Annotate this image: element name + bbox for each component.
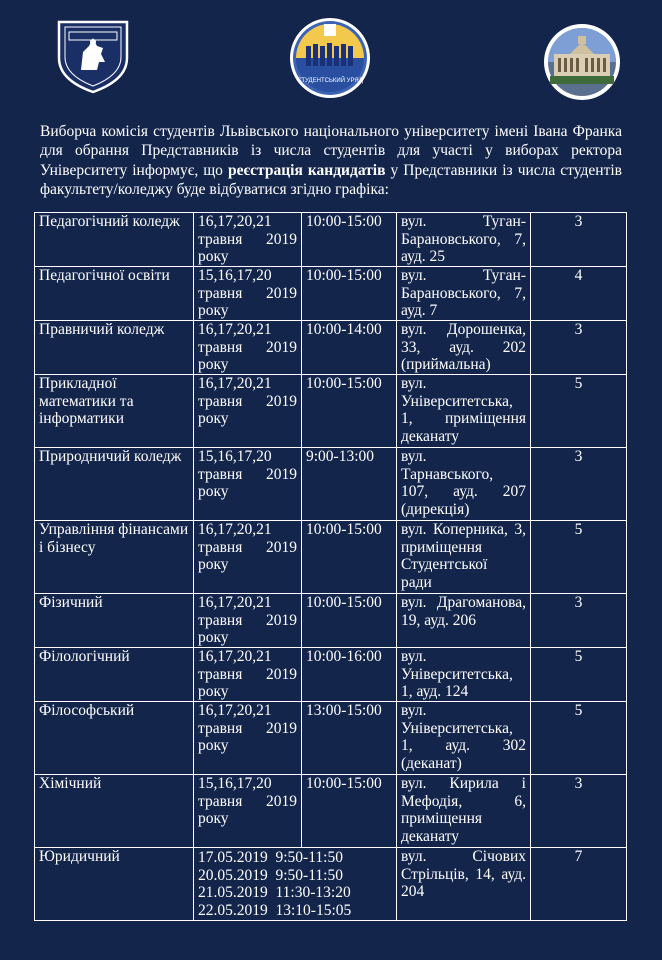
date-line: 16,17,20,21	[198, 321, 272, 338]
address-line: приміщення	[401, 538, 482, 556]
representatives-count-cell: 3	[531, 321, 627, 375]
date-line: травня 2019	[198, 465, 297, 483]
table-row	[35, 448, 627, 521]
date-line: року	[198, 629, 229, 646]
table-row	[35, 775, 627, 848]
address-line: Стрільців, 14, ауд.	[401, 865, 526, 883]
dates-cell	[194, 321, 302, 375]
date-line: року	[198, 683, 229, 700]
table-row	[35, 321, 627, 375]
address-line: ауд. 25	[401, 248, 446, 265]
time-cell: 10:00-15:00	[302, 375, 397, 448]
address-line: вул. Кирила і	[401, 775, 526, 792]
address-line: вул.	[401, 702, 427, 719]
time-cell: 10:00-14:00	[302, 321, 397, 375]
date-line: травня 2019	[198, 719, 297, 737]
address-line: (приймальна)	[401, 356, 491, 373]
address-cell	[397, 321, 531, 375]
faculty-cell: Філологічний	[35, 648, 194, 702]
address-line: (деканат)	[401, 754, 462, 772]
address-line: вул.	[401, 375, 427, 392]
address-line: ради	[401, 573, 432, 591]
address-line: Університетська,	[401, 392, 513, 410]
faculty-cell: Хімічний	[35, 775, 194, 848]
address-cell	[397, 702, 531, 775]
address-line: Університетська,	[401, 665, 513, 683]
date-line: травня 2019	[198, 284, 297, 302]
address-cell	[397, 267, 531, 321]
time-cell: 10:00-15:00	[302, 213, 397, 267]
date-line: травня 2019	[198, 230, 297, 248]
table-row	[35, 213, 627, 267]
date-line: року	[198, 248, 229, 265]
address-line: Мефодія, 6,	[401, 792, 526, 810]
date-line: 16,17,20,21	[198, 213, 272, 230]
table-row	[35, 702, 627, 775]
address-line: 1, приміщення	[401, 410, 526, 427]
time-cell: 10:00-16:00	[302, 648, 397, 702]
logos-header	[0, 14, 662, 104]
dates-cell	[194, 448, 302, 521]
address-line: деканату	[401, 827, 460, 845]
address-line: вул. Драгоманова,	[401, 594, 526, 611]
address-line: 19, ауд. 206	[401, 611, 477, 629]
faculty-cell: Прикладної математики та інформатики	[35, 375, 194, 448]
dates-cell	[194, 375, 302, 448]
university-coat-of-arms-icon	[53, 18, 133, 94]
time-cell: 10:00-15:00	[302, 267, 397, 321]
dates-times-cell	[194, 848, 397, 921]
address-cell	[397, 375, 531, 448]
dates-cell	[194, 594, 302, 648]
date-line: 16,17,20,21	[198, 375, 272, 392]
dates-cell	[194, 648, 302, 702]
date-line: року	[198, 302, 229, 319]
representatives-count-cell: 5	[531, 702, 627, 775]
representatives-count-cell: 3	[531, 775, 627, 848]
representatives-count-cell: 7	[531, 848, 627, 921]
date-time-line: 21.05.2019 11:30-13:20	[198, 884, 351, 901]
representatives-count-cell: 3	[531, 213, 627, 267]
date-line: року	[198, 356, 229, 373]
intro-text-bold: реєстрація кандидатів	[227, 161, 386, 179]
intro-paragraph	[40, 122, 622, 200]
table-row	[35, 375, 627, 448]
address-cell	[397, 213, 531, 267]
schedule-body	[35, 213, 627, 921]
date-line: 16,17,20,21	[198, 702, 272, 719]
address-line: вул. Коперника, 3,	[401, 521, 526, 538]
dates-cell	[194, 213, 302, 267]
address-line: Барановського, 7,	[401, 230, 526, 248]
address-cell	[397, 648, 531, 702]
address-cell	[397, 775, 531, 848]
dates-cell	[194, 521, 302, 594]
date-line: травня 2019	[198, 792, 297, 810]
faculty-cell: Педагогічної освіти	[35, 267, 194, 321]
date-line: травня 2019	[198, 392, 297, 410]
date-line: року	[198, 810, 229, 827]
address-line: Барановського, 7,	[401, 284, 526, 302]
date-time-line: 22.05.2019 13:10-15:05	[198, 901, 352, 919]
address-line: 1, ауд. 124	[401, 683, 469, 700]
intro-text-part2: у Представники із числа студентів факультету/коледжу буде відбуватися згідно графіка:	[40, 161, 622, 198]
student-council-emblem-icon	[288, 16, 372, 100]
table-row	[35, 267, 627, 321]
registration-schedule-table	[34, 212, 627, 921]
address-line: ауд. 7	[401, 302, 438, 319]
date-line: 15,16,17,20	[198, 267, 272, 284]
address-line: 204	[401, 883, 425, 900]
address-line: вул. Туган-	[401, 213, 526, 230]
address-line: вул.	[401, 448, 427, 465]
time-cell: 10:00-15:00	[302, 521, 397, 594]
time-cell: 10:00-15:00	[302, 775, 397, 848]
faculty-cell: Фізичний	[35, 594, 194, 648]
student-council-label: СТУДЕНТСЬКИЙ УРЯД	[297, 78, 363, 84]
table-row	[35, 848, 627, 921]
address-line: вул. Січових	[401, 848, 526, 865]
date-line: 16,17,20,21	[198, 594, 272, 611]
faculty-cell: Природничий коледж	[35, 448, 194, 521]
table-row	[35, 594, 627, 648]
dates-cell	[194, 267, 302, 321]
address-cell	[397, 848, 531, 921]
table-row	[35, 648, 627, 702]
representatives-count-cell: 3	[531, 594, 627, 648]
faculty-cell: Правничий коледж	[35, 321, 194, 375]
faculty-cell: Юридичний	[35, 848, 194, 921]
date-line: року	[198, 737, 229, 754]
date-line: травня 2019	[198, 338, 297, 356]
address-line: Університетська,	[401, 719, 513, 737]
representatives-count-cell: 4	[531, 267, 627, 321]
address-line: приміщення	[401, 810, 482, 827]
address-line: 33, ауд. 202	[401, 338, 526, 356]
address-cell	[397, 594, 531, 648]
address-line: (дирекція)	[401, 500, 470, 518]
date-line: року	[198, 483, 229, 500]
address-line: вул. Туган-	[401, 267, 526, 284]
date-line: 15,16,17,20	[198, 775, 272, 792]
address-line: деканату	[401, 427, 460, 445]
intro-text-part1: Виборча комісія студентів Львівського національного університету імені Івана Франка для обрання Представників із числа студентів для участі у виборах ректора Університету інформує, що	[40, 122, 622, 179]
address-cell	[397, 448, 531, 521]
address-line: 107, ауд. 207	[401, 483, 526, 500]
date-line: року	[198, 556, 229, 573]
date-line: року	[198, 410, 229, 427]
representatives-count-cell: 5	[531, 648, 627, 702]
time-cell: 9:00-13:00	[302, 448, 397, 521]
time-cell: 10:00-15:00	[302, 594, 397, 648]
address-cell	[397, 521, 531, 594]
address-line: 1, ауд. 302	[401, 737, 526, 754]
representatives-count-cell: 3	[531, 448, 627, 521]
dates-cell	[194, 775, 302, 848]
address-line: вул.	[401, 648, 427, 665]
faculty-cell: Педагогічний коледж	[35, 213, 194, 267]
address-line: Студентської	[401, 556, 488, 573]
date-time-line: 17.05.2019 9:50-11:50	[198, 849, 343, 866]
time-cell: 13:00-15:00	[302, 702, 397, 775]
representatives-count-cell: 5	[531, 375, 627, 448]
faculty-cell: Управління фінансами і бізнесу	[35, 521, 194, 594]
date-line: 16,17,20,21	[198, 521, 272, 538]
date-time-line: 20.05.2019 9:50-11:50	[198, 866, 343, 884]
university-building-emblem-icon	[542, 22, 622, 102]
address-line: Тарнавського,	[401, 465, 494, 483]
date-line: травня 2019	[198, 611, 297, 629]
date-line: травня 2019	[198, 538, 297, 556]
table-row	[35, 521, 627, 594]
faculty-cell: Філософський	[35, 702, 194, 775]
date-line: 15,16,17,20	[198, 448, 272, 465]
representatives-count-cell: 5	[531, 521, 627, 594]
date-line: травня 2019	[198, 665, 297, 683]
address-line: вул. Дорошенка,	[401, 321, 526, 338]
dates-cell	[194, 702, 302, 775]
date-line: 16,17,20,21	[198, 648, 272, 665]
